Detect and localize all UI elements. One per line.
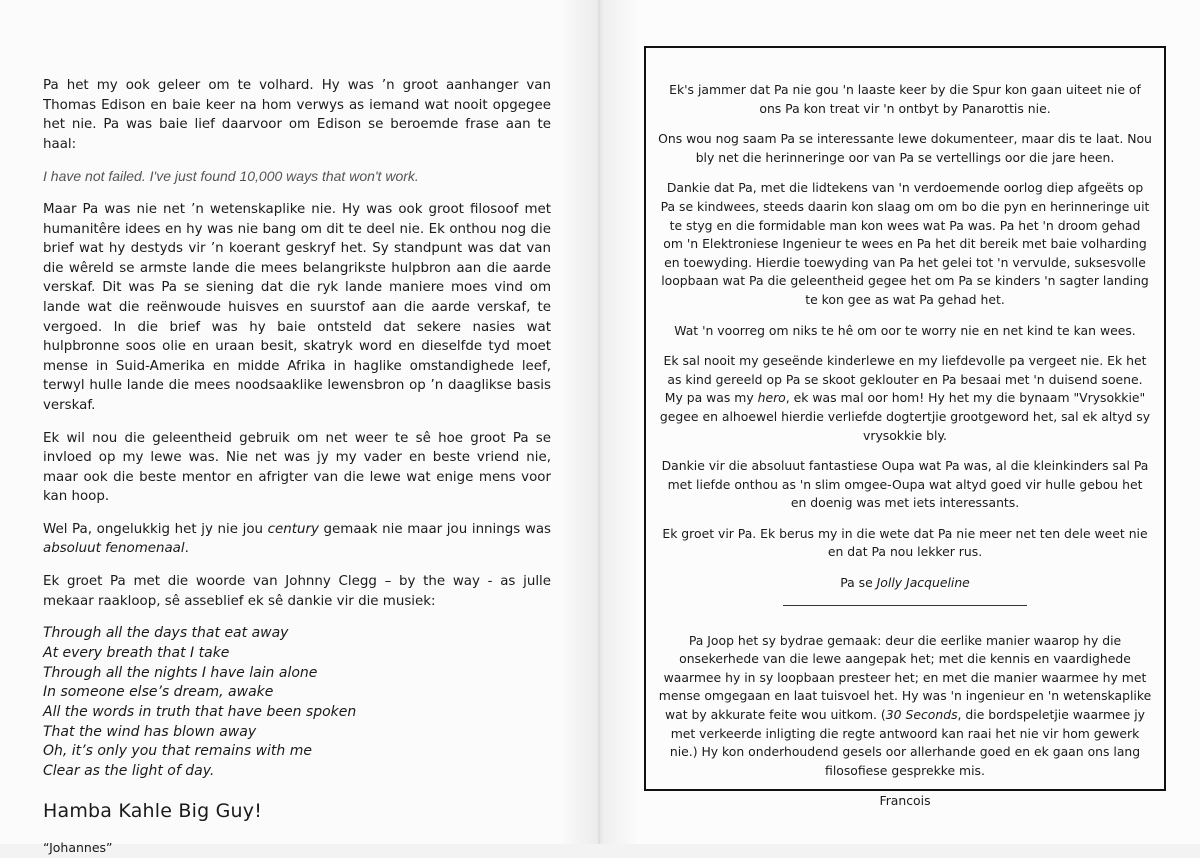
signature-jacqueline: [658, 574, 1152, 593]
tribute-box: [644, 46, 1166, 809]
paragraph-childhood: [658, 352, 1152, 445]
paragraph-war-scars: Dankie dat Pa, met die lidtekens van 'n verdoemende oorlog diep afgeëts op Pa se kindwees, steeds daarin kon slaag om om bo die pyn en herinneringe uit te styg en die formidable man kon wees wat Pa was. Pa het 'n droom gehad om 'n Elektroniese Ingenieur te wees en Pa het dit bereik met baie volharding en toewyding. Hierdie toewyding van Pa het gelei tot 'n vervulde, suksesvolle loopbaan wat Pa die geleentheid gegee het om Pa se kinders 'n sagter landing te kon gee as wat Pa gehad het.: [660, 180, 1150, 307]
page-gutter: [560, 0, 640, 844]
childhood-text-start: Ek sal nooit my geseënde kinderlewe en my liefdevolle pa vergeet nie. Ek het as kind gereeld op Pa se skoot geklouter en Pa besaai met 'n duisend soene. My pa was my: [663, 353, 1147, 406]
signature-name: Jolly Jacqueline: [876, 575, 970, 591]
paragraph-document-life: Ons wou nog saam Pa se interessante lewe dokumenteer, maar dis te laat. Nou bly net die herinneringe oor van Pa se vertellings oor die jare heen.: [658, 131, 1152, 165]
innings-text-middle: gemaak nie maar jou innings was: [318, 521, 551, 537]
left-page-text: [43, 76, 551, 858]
paragraph-johnny-clegg: Ek groet Pa met die woorde van Johnny Clegg – by the way - as julle mekaar raakloop, sê asseblief ek sê dankie vir die musiek:: [43, 574, 551, 609]
signoff-johannes: “Johannes”: [43, 840, 113, 856]
paragraph-spur: Ek's jammer dat Pa nie gou 'n laaste keer by die Spur kon gaan uiteet nie of ons Pa kon treat vir 'n ontbyt by Panarottis nie.: [669, 82, 1141, 116]
childhood-text-end: , ek was mal oor hom! Hy het my die bynaam "Vrysokkie" gegee en alhoewel hierdie verliefde dogtertjie grootgeword het, sal ek altyd sy vrysokkie bly.: [659, 390, 1151, 443]
paragraph-privilege: Wat 'n voorreg om niks te hê om oor te worry nie en net kind te kan wees.: [674, 322, 1136, 338]
song-lyrics: [43, 624, 551, 782]
phenomenal-phrase: absoluut fenomenaal: [43, 541, 185, 557]
joop-text-start: Pa Joop het sy bydrae gemaak: deur die eerlike manier waarop hy die onsekerhede van die lewe aangepak het; met die kennis en vaardighede waarmee hy in sy loopbaan presteer het; en met die manier waarmee hy met mense omgegaan en laat tuisvoel het. Hy was 'n ingenieur en 'n wetenskaplike wat by akkurate feite wou uitkom. (: [658, 632, 1152, 723]
paragraph-oupa: Dankie vir die absoluut fantastiese Oupa wat Pa was, al die kleinkinders sal Pa met liefde onthou as 'n slim omgee-Oupa wat altyd goed vir hulle gebou het en doenig was met iets interessants.: [661, 458, 1149, 511]
paragraph-persistence: Pa het my ook geleer om te volhard. Hy was ’n groot aanhanger van Thomas Edison en baie keer na hom verwys as iemand wat nooit opgegee het nie. Pa was baie lief daarvoor om Edison se beroemde frase aan te haal:: [43, 78, 551, 152]
lyric-line: At every breath that I take: [43, 644, 230, 661]
edison-quote: I have not failed. I've just found 10,000 ways that won't work.: [43, 168, 419, 185]
lyric-line: In someone else’s dream, awake: [43, 684, 274, 701]
farewell-heading: Hamba Kahle Big Guy!: [43, 799, 263, 822]
paragraph-goodbye: Ek groet vir Pa. Ek berus my in die wete dat Pa nie meer net ten dele weet nie en dat Pa nou lekker rus.: [662, 525, 1148, 560]
lyric-line: Through all the nights I have lain alone: [43, 664, 318, 681]
signature-prefix: Pa se: [840, 575, 877, 591]
signature-francois: Francois: [879, 793, 931, 809]
innings-text-start: Wel Pa, ongelukkig het jy nie jou: [43, 521, 268, 537]
lyric-line: Clear as the light of day.: [43, 763, 215, 780]
paragraph-joop: [658, 632, 1152, 781]
paragraph-innings: [43, 520, 551, 559]
lyric-line: Through all the days that eat away: [43, 625, 289, 642]
tribute-text: [646, 81, 1164, 823]
hero-word: hero: [757, 390, 786, 406]
separator-line: [783, 605, 1027, 606]
innings-text-end: .: [184, 541, 189, 557]
lyric-line: Oh, it’s only you that remains with me: [43, 743, 312, 760]
century-word: century: [267, 521, 319, 537]
paragraph-philosopher: Maar Pa was nie net ’n wetenskaplike nie. Hy was ook groot filosoof met humanitêre idees en hy was nie bang om dit te deel nie. Ek onthou nog die brief wat hy destyds vir ’n koerant geskryf het. Sy standpunt was dat van die wêreld se armste lande die mees belangrikste hulpbron aan die aarde verskaf. Dit was Pa se siening dat die ryk lande maniere moes vind om lande wat die reënwoude huisves en suurstof aan die aarde verskaf, te vergoed. In die brief was hy baie ontsteld dat sekere nasies wat hulpbronne soos olie en uraan besit, skatryk word en dieselfde tyd moet mense in Suid-Amerika en midde Afrika in haglike omstandighede leef, terwyl hulle lande die mees noodsaaklike lewensbron op ’n daaglikse basis verskaf.: [43, 201, 551, 413]
joop-text-end: , die bordspeletjie waarmee jy met verkeerde inligting die regte antwoord kan raai het nie vir hom gewerk nie.) Hy kon onderhoudend gesels oor allerhande goed en ek gaan ons lang filosofiese gesprekke mis.: [669, 707, 1146, 778]
board-game-name: 30 Seconds: [885, 707, 958, 723]
paragraph-influence: Ek wil nou die geleentheid gebruik om net weer te sê hoe groot Pa se invloed op my lewe was. Nie net was jy my vader en beste vriend nie, maar ook die beste mentor en afrigter van die lewe wat enige mens voor kan hoop.: [43, 430, 551, 505]
lyric-line: That the wind has blown away: [43, 723, 257, 740]
lyric-line: All the words in truth that have been spoken: [43, 704, 357, 721]
